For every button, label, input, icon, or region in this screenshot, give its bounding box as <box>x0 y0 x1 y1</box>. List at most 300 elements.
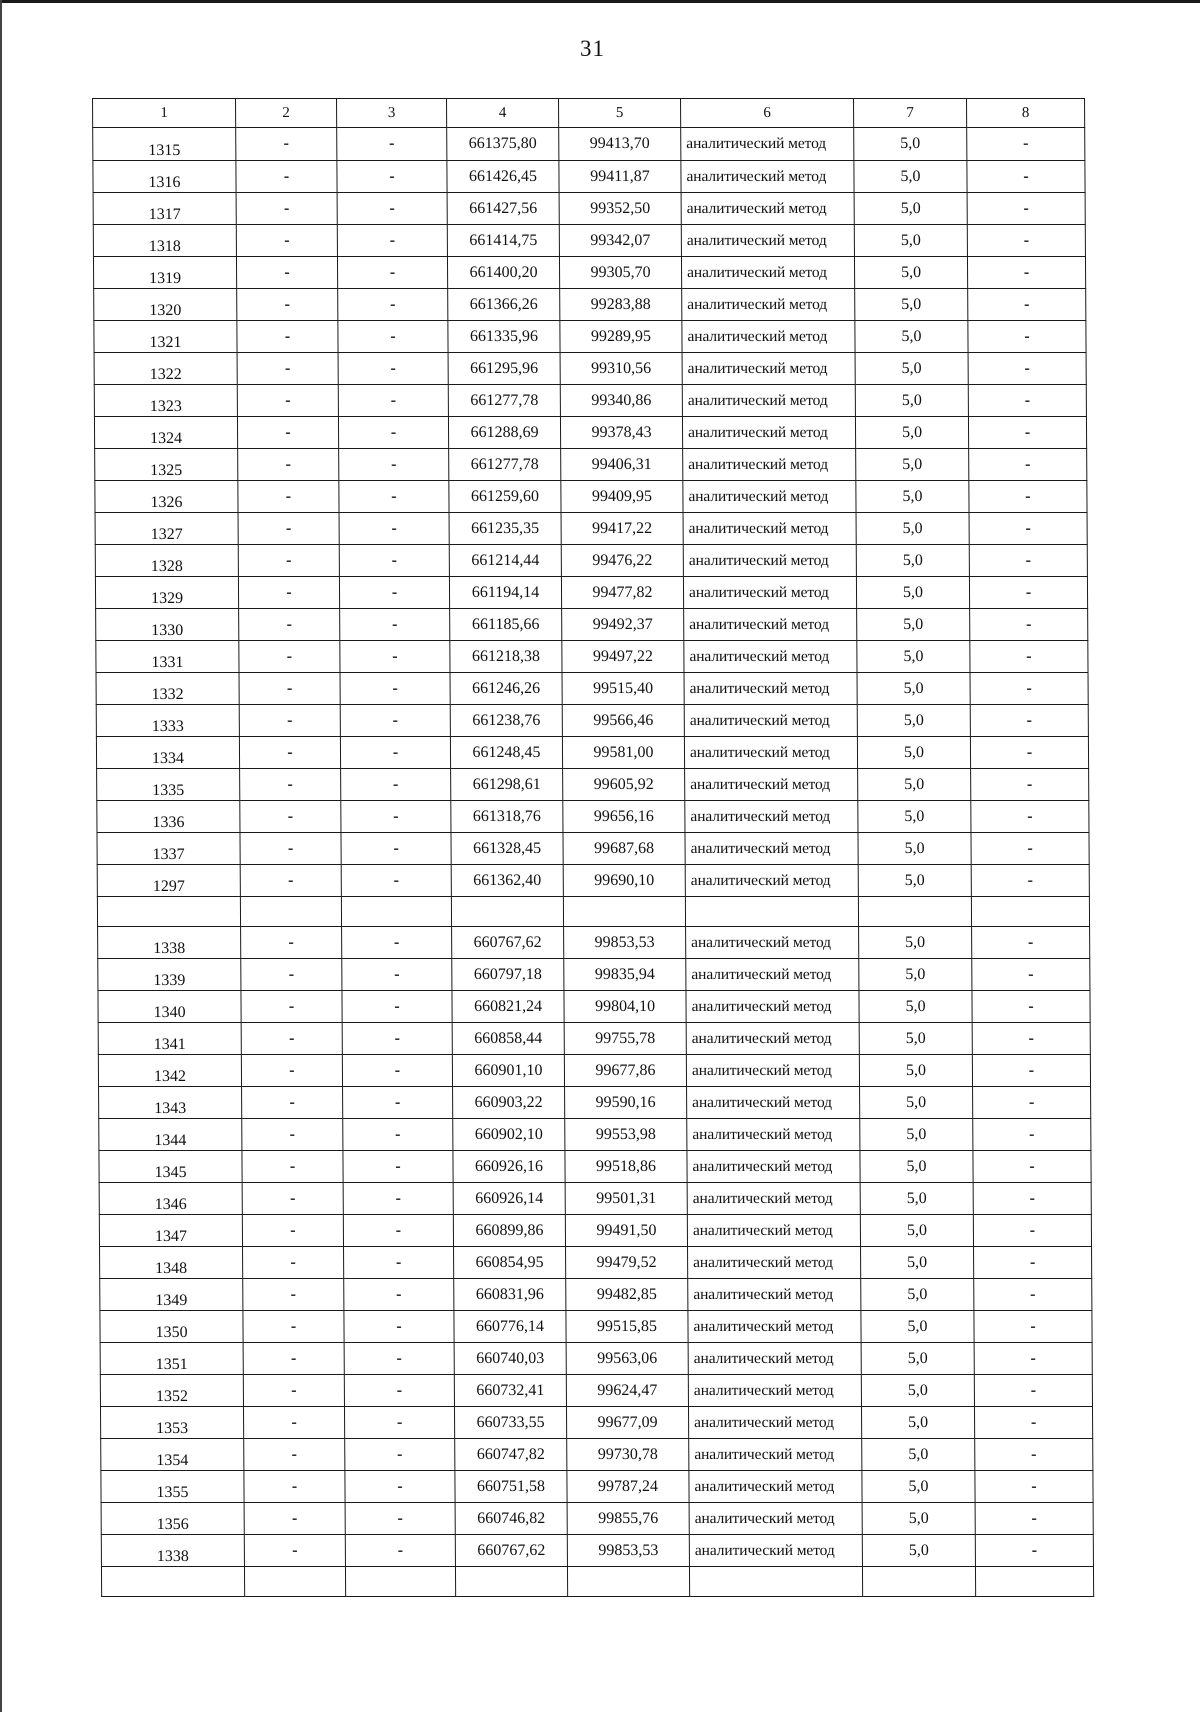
table-row <box>95 577 1087 609</box>
table-cell: - <box>344 1375 454 1407</box>
table-row <box>96 737 1088 769</box>
table-cell: - <box>970 705 1088 737</box>
table-cell: аналитический метод <box>683 513 856 545</box>
table-cell: 5,0 <box>854 128 967 161</box>
table-cell: 661295,96 <box>448 353 560 385</box>
table-cell: - <box>340 609 450 641</box>
table-cell: 99624,47 <box>566 1375 688 1407</box>
table-cell: 5,0 <box>860 1087 973 1119</box>
table-cell: 5,0 <box>862 1535 975 1567</box>
table-cell: 1354 <box>101 1439 244 1471</box>
table-cell: аналитический метод <box>682 417 855 449</box>
table-cell: - <box>337 225 447 257</box>
table-cell: - <box>975 1535 1093 1567</box>
table-cell: 661248,45 <box>450 737 562 769</box>
table-row <box>96 609 1088 641</box>
table-cell: - <box>343 1119 453 1151</box>
table-row <box>94 417 1086 449</box>
table-cell: 661426,45 <box>447 161 559 193</box>
table-row <box>98 927 1090 959</box>
table-cell: - <box>973 1087 1091 1119</box>
table-cell: - <box>243 1407 344 1439</box>
table-cell: - <box>970 641 1088 673</box>
table-cell: 1331 <box>96 641 239 673</box>
table-cell: - <box>337 257 447 289</box>
table-cell: - <box>238 545 339 577</box>
table-cell: 660926,16 <box>453 1151 565 1183</box>
table-cell: 1343 <box>99 1087 242 1119</box>
table-cell: 5,0 <box>861 1343 974 1375</box>
table-cell: 99553,98 <box>565 1119 687 1151</box>
table-cell <box>689 1567 862 1597</box>
table-cell: - <box>237 289 338 321</box>
table-cell: - <box>243 1343 344 1375</box>
table-cell: - <box>345 1471 455 1503</box>
table-cell: 5,0 <box>855 321 968 353</box>
table-cell: - <box>339 449 449 481</box>
table-cell: 99406,31 <box>561 449 683 481</box>
table-cell: 1326 <box>95 481 238 513</box>
table-row <box>100 1247 1092 1279</box>
table-cell: - <box>974 1279 1092 1311</box>
table-cell: 99804,10 <box>564 991 686 1023</box>
table-cell: 99342,07 <box>559 225 681 257</box>
scan-top-border <box>0 0 1200 3</box>
table-cell: 1322 <box>94 353 237 385</box>
table-cell: 99497,22 <box>562 641 684 673</box>
table-cell: 5,0 <box>860 1151 973 1183</box>
table-cell: 661185,66 <box>450 609 562 641</box>
table-cell: 99690,10 <box>563 865 685 897</box>
table-cell: 1355 <box>101 1471 244 1503</box>
table-cell: - <box>244 1503 345 1535</box>
table-row <box>94 353 1086 385</box>
table-cell: 5,0 <box>858 865 971 897</box>
table-cell: - <box>971 769 1089 801</box>
column-header: 7 <box>854 99 967 128</box>
table-cell: 1315 <box>93 128 236 161</box>
table-cell: - <box>240 865 341 897</box>
table-cell: - <box>238 481 339 513</box>
table-cell: 1297 <box>97 865 240 897</box>
column-header: 8 <box>967 99 1085 128</box>
table-cell: - <box>337 161 447 193</box>
table-cell: 661414,75 <box>447 225 559 257</box>
table-cell: 5,0 <box>860 1119 973 1151</box>
table-cell: - <box>967 128 1085 161</box>
table-cell: 661298,61 <box>451 769 563 801</box>
table-cell: 5,0 <box>859 959 972 991</box>
table-cell: - <box>972 991 1090 1023</box>
table-cell: 661218,38 <box>450 641 562 673</box>
table-cell: 5,0 <box>862 1471 975 1503</box>
table-cell: 5,0 <box>857 705 970 737</box>
table-cell: - <box>240 801 341 833</box>
table-cell: 1335 <box>97 769 240 801</box>
column-header: 1 <box>93 99 236 128</box>
table-cell: 1324 <box>94 417 237 449</box>
table-row <box>100 1407 1092 1439</box>
table-cell: - <box>339 577 449 609</box>
table-cell: 99479,52 <box>566 1247 688 1279</box>
table-cell: - <box>237 353 338 385</box>
table-cell: - <box>972 927 1090 959</box>
table-cell: 660751,58 <box>455 1471 567 1503</box>
table-cell: - <box>242 1087 343 1119</box>
table-cell: 660767,62 <box>452 927 564 959</box>
table-cell: 660733,55 <box>454 1407 566 1439</box>
table-cell: - <box>239 609 340 641</box>
table-cell: 5,0 <box>861 1407 974 1439</box>
table-cell: - <box>972 959 1090 991</box>
table-cell: аналитический метод <box>686 927 859 959</box>
column-header: 6 <box>681 99 854 128</box>
table-cell: 661194,14 <box>449 577 561 609</box>
table-cell: 99491,50 <box>565 1215 687 1247</box>
table-cell: аналитический метод <box>686 991 859 1023</box>
scan-left-border <box>0 0 2 1712</box>
table-cell: аналитический метод <box>683 481 856 513</box>
table-row <box>100 1375 1092 1407</box>
table-cell: 661246,26 <box>450 673 562 705</box>
table-row <box>95 513 1087 545</box>
table-cell: 1317 <box>93 193 236 225</box>
table-row <box>99 1151 1091 1183</box>
table-cell: 661427,56 <box>447 193 559 225</box>
table-cell: 99476,22 <box>561 545 683 577</box>
table-cell: - <box>345 1535 455 1567</box>
table-cell: 1318 <box>93 225 236 257</box>
table-cell: 660854,95 <box>454 1247 566 1279</box>
table-cell: - <box>970 609 1088 641</box>
table-cell: аналитический метод <box>688 1279 861 1311</box>
table-cell: 5,0 <box>856 481 969 513</box>
table-cell: - <box>242 1151 343 1183</box>
table-row <box>97 865 1089 897</box>
table-cell: - <box>236 225 337 257</box>
table-cell: 5,0 <box>857 609 970 641</box>
table-row <box>93 257 1085 289</box>
table-cell: 1351 <box>100 1343 243 1375</box>
table-cell: 5,0 <box>855 289 968 321</box>
table-cell: 5,0 <box>861 1279 974 1311</box>
table-cell: аналитический метод <box>688 1375 861 1407</box>
table-cell: - <box>968 321 1086 353</box>
table-row <box>98 1023 1090 1055</box>
table-cell: 5,0 <box>854 161 967 193</box>
table-cell: - <box>338 321 448 353</box>
table-cell <box>341 897 451 927</box>
table-cell: 99730,78 <box>567 1439 689 1471</box>
table-cell: 660901,10 <box>452 1055 564 1087</box>
table-cell: - <box>973 1215 1091 1247</box>
table-cell: аналитический метод <box>686 1023 859 1055</box>
table-cell: - <box>340 737 450 769</box>
table-cell: аналитический метод <box>681 193 854 225</box>
table-cell: - <box>975 1503 1093 1535</box>
table-cell: 5,0 <box>858 833 971 865</box>
table-cell: 1348 <box>100 1247 243 1279</box>
table-cell: аналитический метод <box>682 353 855 385</box>
table-cell: 1323 <box>94 385 237 417</box>
table-cell: - <box>971 801 1089 833</box>
table-cell: 99755,78 <box>564 1023 686 1055</box>
table-body <box>93 128 1094 1597</box>
table-cell: 660747,82 <box>455 1439 567 1471</box>
table-cell: 1350 <box>100 1311 243 1343</box>
table-cell: аналитический метод <box>687 1183 860 1215</box>
table-cell: - <box>238 577 339 609</box>
table-cell: 99413,70 <box>559 128 681 161</box>
table-cell: - <box>241 927 342 959</box>
table-cell: 99482,85 <box>566 1279 688 1311</box>
table-cell: - <box>338 385 448 417</box>
table-cell: - <box>345 1439 455 1471</box>
table-cell: 5,0 <box>860 1215 973 1247</box>
table-row <box>94 321 1086 353</box>
table-cell: 1333 <box>96 705 239 737</box>
table-row <box>96 641 1088 673</box>
table-cell: 5,0 <box>860 1183 973 1215</box>
table-cell: - <box>973 1183 1091 1215</box>
table-cell: - <box>238 513 339 545</box>
table-cell: 99289,95 <box>560 321 682 353</box>
table-cell: аналитический метод <box>687 1119 860 1151</box>
table-row <box>98 991 1090 1023</box>
table-row <box>101 1439 1093 1471</box>
table-cell: 99855,76 <box>567 1503 689 1535</box>
table-cell: - <box>967 161 1085 193</box>
table-cell <box>451 897 563 927</box>
table-cell: - <box>339 513 449 545</box>
table-cell: - <box>342 991 452 1023</box>
table-cell: 1325 <box>95 449 238 481</box>
table-cell: 660732,41 <box>454 1375 566 1407</box>
table-cell: 1329 <box>95 577 238 609</box>
table-cell: 661400,20 <box>447 257 559 289</box>
table-cell: - <box>237 321 338 353</box>
table-cell: - <box>337 128 447 161</box>
table-cell: 661235,35 <box>449 513 561 545</box>
table-cell: аналитический метод <box>681 161 854 193</box>
table-cell: аналитический метод <box>681 128 854 161</box>
table-cell <box>567 1567 689 1597</box>
table-cell: 5,0 <box>855 385 968 417</box>
table-cell: - <box>344 1279 454 1311</box>
table-cell: - <box>241 959 342 991</box>
table-cell: - <box>243 1311 344 1343</box>
table-cell: - <box>244 1439 345 1471</box>
table-row <box>99 1183 1091 1215</box>
table-cell: аналитический метод <box>685 865 858 897</box>
table-cell <box>563 897 685 927</box>
column-header: 2 <box>236 99 337 128</box>
table-cell: - <box>967 225 1085 257</box>
table-row <box>93 225 1085 257</box>
table-cell: - <box>236 161 337 193</box>
table-cell: - <box>970 673 1088 705</box>
table-cell: аналитический метод <box>689 1471 862 1503</box>
table-row-blank <box>101 1567 1093 1597</box>
table-cell: - <box>241 991 342 1023</box>
table-cell: 660740,03 <box>454 1343 566 1375</box>
table-cell: 1347 <box>99 1215 242 1247</box>
table-cell: 5,0 <box>858 801 971 833</box>
table-cell: 1342 <box>98 1055 241 1087</box>
table-cell: аналитический метод <box>684 737 857 769</box>
table-cell: 99340,86 <box>560 385 682 417</box>
table-cell: 5,0 <box>859 1055 972 1087</box>
table-cell: - <box>236 257 337 289</box>
table-cell: - <box>969 577 1087 609</box>
table-cell: - <box>242 1183 343 1215</box>
table-cell: 1340 <box>98 991 241 1023</box>
table-cell: аналитический метод <box>683 545 856 577</box>
table-row <box>98 959 1090 991</box>
table-cell: 660776,14 <box>454 1311 566 1343</box>
table-cell: - <box>975 1471 1093 1503</box>
table-cell: 661366,26 <box>448 289 560 321</box>
table-cell: 1356 <box>101 1503 244 1535</box>
table-cell: - <box>972 1023 1090 1055</box>
table-cell: аналитический метод <box>688 1407 861 1439</box>
table-cell: 1330 <box>96 609 239 641</box>
table-cell: - <box>971 833 1089 865</box>
table-cell: 99283,88 <box>560 289 682 321</box>
table-cell: - <box>244 1535 345 1567</box>
table-cell: аналитический метод <box>682 289 855 321</box>
table-cell: 1321 <box>94 321 237 353</box>
table-row <box>97 769 1089 801</box>
table-cell: - <box>236 193 337 225</box>
table-cell <box>244 1567 345 1597</box>
table-row <box>100 1279 1092 1311</box>
table-cell: 5,0 <box>861 1311 974 1343</box>
table-cell: - <box>342 927 452 959</box>
table-cell: аналитический метод <box>689 1535 862 1567</box>
table-cell: 5,0 <box>854 225 967 257</box>
table-cell: - <box>338 353 448 385</box>
table-cell: - <box>338 417 448 449</box>
table-cell: 5,0 <box>856 449 969 481</box>
table-cell: - <box>238 449 339 481</box>
table-cell: - <box>341 801 451 833</box>
table-row <box>93 128 1085 161</box>
table-cell: 1353 <box>100 1407 243 1439</box>
table-cell: 99477,82 <box>561 577 683 609</box>
table-cell: аналитический метод <box>688 1247 861 1279</box>
table-cell: - <box>240 769 341 801</box>
table-cell: 99605,92 <box>563 769 685 801</box>
table-cell: 1345 <box>99 1151 242 1183</box>
table-cell: - <box>341 833 451 865</box>
table-cell: 660821,24 <box>452 991 564 1023</box>
table-cell: аналитический метод <box>687 1151 860 1183</box>
table-cell: - <box>237 417 338 449</box>
table-cell: 5,0 <box>857 737 970 769</box>
coordinates-table <box>92 98 1094 1597</box>
table-cell: 99590,16 <box>565 1087 687 1119</box>
table-cell: - <box>967 257 1085 289</box>
table-cell: 5,0 <box>856 513 969 545</box>
table-cell: 99518,86 <box>565 1151 687 1183</box>
table-row <box>98 1055 1090 1087</box>
table-cell: аналитический метод <box>682 385 855 417</box>
table-cell: - <box>968 353 1086 385</box>
table-cell: 661277,78 <box>449 449 561 481</box>
column-header: 3 <box>337 99 447 128</box>
table-cell: - <box>969 449 1087 481</box>
table-cell: 99656,16 <box>563 801 685 833</box>
table-cell: 99677,09 <box>566 1407 688 1439</box>
table-row <box>95 545 1087 577</box>
table-cell: - <box>244 1471 345 1503</box>
table-cell: - <box>338 289 448 321</box>
table-cell: - <box>969 513 1087 545</box>
table-cell: аналитический метод <box>684 641 857 673</box>
table-cell: 99352,50 <box>559 193 681 225</box>
table-cell: 99501,31 <box>565 1183 687 1215</box>
page-number: 31 <box>580 36 605 61</box>
table-cell: 660746,82 <box>455 1503 567 1535</box>
table-cell: 660899,86 <box>453 1215 565 1247</box>
table-cell: - <box>345 1503 455 1535</box>
table-cell: аналитический метод <box>684 705 857 737</box>
table-cell: - <box>342 1055 452 1087</box>
table-cell: 660831,96 <box>454 1279 566 1311</box>
table-row <box>99 1215 1091 1247</box>
table-cell: 661288,69 <box>448 417 560 449</box>
table-cell: - <box>344 1343 454 1375</box>
table-cell: 5,0 <box>857 673 970 705</box>
table-cell: - <box>243 1247 344 1279</box>
table-cell: 99853,53 <box>564 927 686 959</box>
table-cell: 5,0 <box>861 1375 974 1407</box>
table-row <box>99 1119 1091 1151</box>
table-cell <box>240 897 341 927</box>
table-cell <box>975 1567 1093 1597</box>
table-cell: - <box>341 865 451 897</box>
table-cell: 1352 <box>100 1375 243 1407</box>
table-cell <box>455 1567 567 1597</box>
table-cell: - <box>343 1183 453 1215</box>
table-cell: 660903,22 <box>453 1087 565 1119</box>
table-cell: - <box>974 1343 1092 1375</box>
table-cell: 99515,85 <box>566 1311 688 1343</box>
table-cell: 1338 <box>101 1535 244 1567</box>
table-cell: 661318,76 <box>451 801 563 833</box>
table-cell: 1337 <box>97 833 240 865</box>
table-header-row <box>93 99 1085 128</box>
table-row <box>99 1087 1091 1119</box>
table-cell: - <box>972 1055 1090 1087</box>
table-cell: 1336 <box>97 801 240 833</box>
table-cell: - <box>243 1375 344 1407</box>
table-cell: 1349 <box>100 1279 243 1311</box>
table-cell: 660858,44 <box>452 1023 564 1055</box>
table-cell: 1316 <box>93 161 236 193</box>
table-cell: 660767,62 <box>455 1535 567 1567</box>
table-cell <box>101 1567 244 1597</box>
table-cell <box>971 897 1089 927</box>
table-cell: - <box>968 289 1086 321</box>
table-cell: - <box>343 1087 453 1119</box>
table-cell: аналитический метод <box>685 769 858 801</box>
table-row <box>96 705 1088 737</box>
table-cell: - <box>344 1311 454 1343</box>
table-cell: - <box>968 417 1086 449</box>
table-cell: 5,0 <box>862 1503 975 1535</box>
